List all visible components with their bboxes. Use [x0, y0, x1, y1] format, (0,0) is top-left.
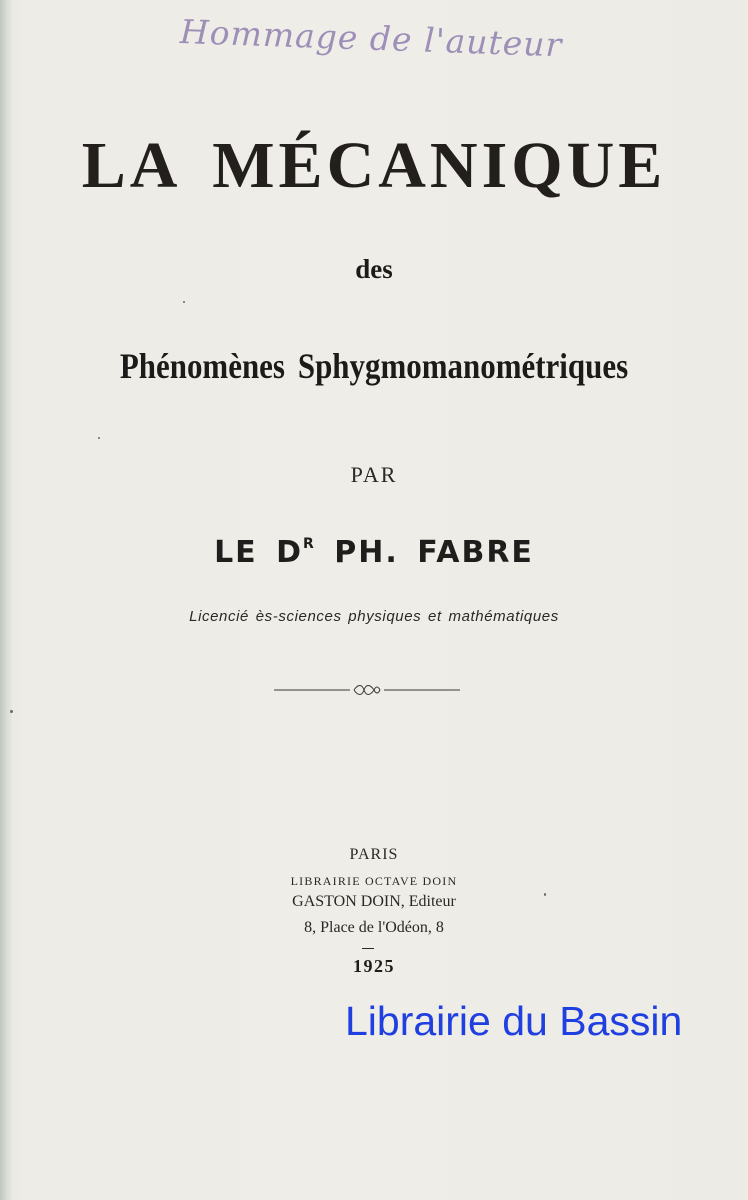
ornamental-rule-icon [274, 682, 460, 698]
author-name: PH. FABRE [334, 535, 534, 570]
handwritten-dedication: Hommage de l'auteur [179, 12, 564, 65]
paper-speck [10, 710, 13, 713]
author-line [0, 535, 748, 570]
book-subtitle: Phénomènes Sphygmomanométriques [119, 346, 629, 386]
author-title-superscript: R [303, 536, 316, 552]
paper-speck [98, 437, 100, 439]
imprint-editor: GASTON DOIN, Editeur [292, 893, 456, 910]
paper-speck [544, 893, 546, 896]
author-credentials: Licencié ès-sciences physiques et mathématiques [189, 608, 559, 625]
author-prefix: LE D [214, 535, 304, 570]
paper-speck [183, 301, 185, 303]
title-connector: des [355, 254, 393, 284]
imprint-bookshop: LIBRAIRIE OCTAVE DOIN [290, 874, 458, 888]
imprint-address: 8, Place de l'Odéon, 8 [304, 919, 444, 936]
publication-year: 1925 [353, 956, 395, 976]
imprint-city: PARIS [349, 846, 399, 863]
seller-watermark: Librairie du Bassin [345, 998, 683, 1044]
imprint-divider [362, 948, 374, 949]
by-label: PAR [350, 462, 398, 487]
book-title: LA MÉCANIQUE [81, 129, 667, 202]
